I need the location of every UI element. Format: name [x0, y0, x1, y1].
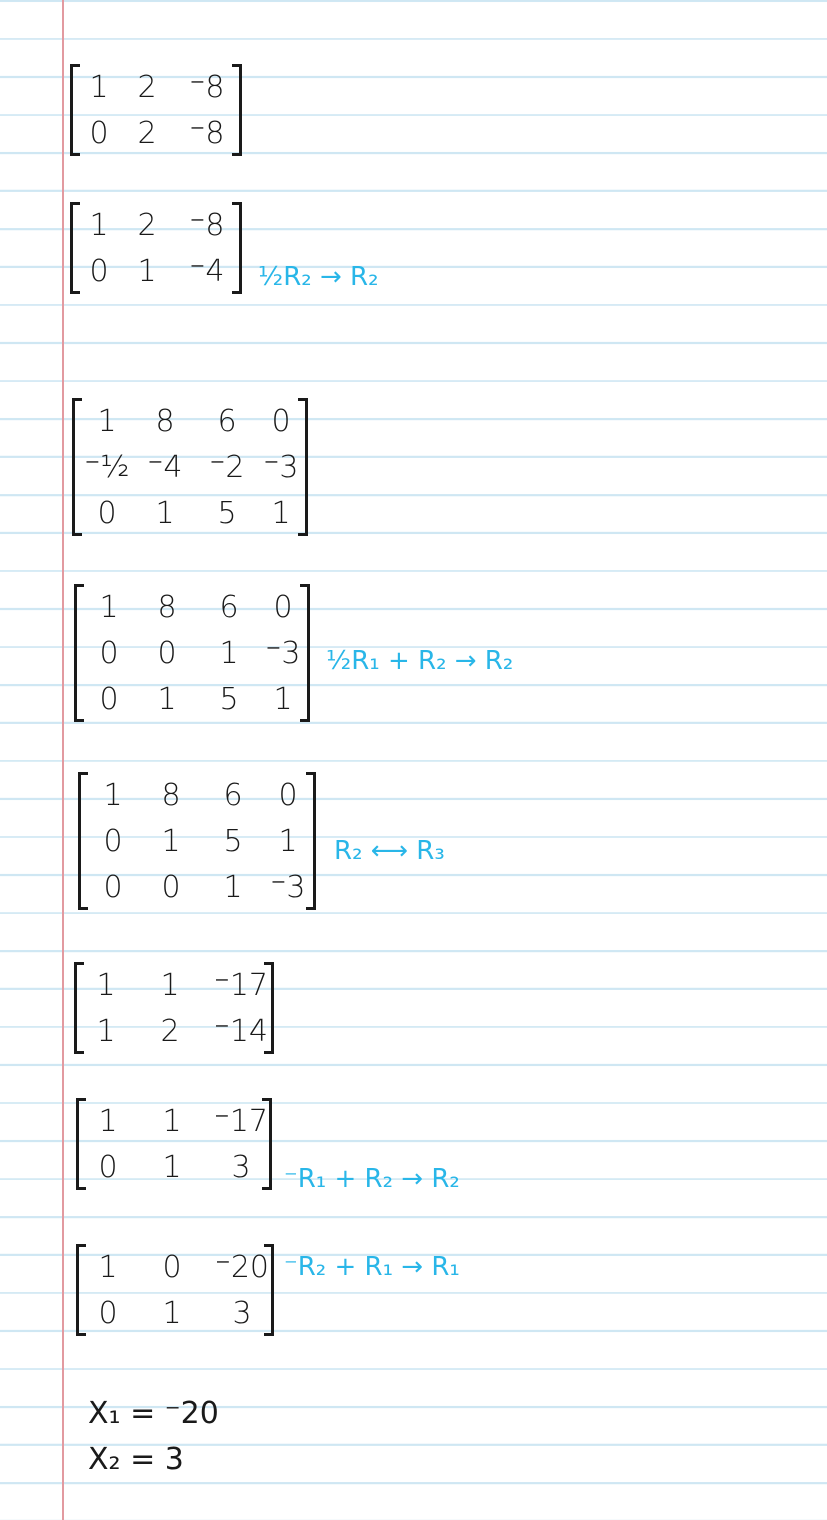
- row-operation: ½R₂ → R₂: [258, 262, 379, 292]
- matrix-cell: ⁻4: [189, 253, 225, 289]
- matrix-cell: 8: [157, 589, 177, 625]
- matrix-cell: 0: [89, 115, 109, 151]
- matrix: [70, 202, 242, 294]
- matrix-cell: ⁻8: [189, 69, 225, 105]
- matrix-cell: 1: [278, 823, 298, 859]
- matrix-cell: ⁻17: [213, 1103, 268, 1139]
- matrix-cell: 1: [223, 869, 243, 905]
- matrix-cell: 0: [273, 589, 293, 625]
- matrix-cell: 0: [98, 1149, 118, 1185]
- matrix-cell: 1: [160, 967, 180, 1003]
- matrix-cell: 0: [103, 869, 123, 905]
- matrix-cell: 1: [89, 69, 109, 105]
- matrix-cell: ⁻3: [265, 635, 301, 671]
- matrix-cell: 1: [157, 681, 177, 717]
- matrix-cell: 1: [219, 635, 239, 671]
- matrix-cell: 1: [137, 253, 157, 289]
- matrix-cell: 1: [155, 495, 175, 531]
- matrix-cell: 1: [98, 1249, 118, 1285]
- row-operation: R₂ ⟷ R₃: [334, 836, 445, 866]
- matrix-cell: 0: [97, 495, 117, 531]
- matrix-cell: 1: [96, 1013, 116, 1049]
- matrix-cell: 1: [96, 967, 116, 1003]
- matrix: [74, 962, 274, 1054]
- matrix-cell: ⁻3: [270, 869, 306, 905]
- matrix-cell: 3: [231, 1149, 251, 1185]
- matrix-cell: 1: [98, 1103, 118, 1139]
- matrix-cell: ⁻14: [213, 1013, 268, 1049]
- matrix: [74, 584, 310, 722]
- matrix-cell: ⁻8: [189, 115, 225, 151]
- matrix-cell: ⁻4: [147, 449, 183, 485]
- matrix-cell: 0: [161, 869, 181, 905]
- matrix-cell: 2: [160, 1013, 180, 1049]
- matrix-cell: 1: [99, 589, 119, 625]
- matrix-cell: 0: [271, 403, 291, 439]
- matrix-cell: 5: [219, 681, 239, 717]
- matrix-cell: 0: [99, 635, 119, 671]
- matrix-cell: 1: [162, 1149, 182, 1185]
- matrix: [76, 1098, 272, 1190]
- matrix-cell: 0: [103, 823, 123, 859]
- matrix: [76, 1244, 274, 1336]
- margin-line: [62, 0, 64, 1520]
- matrix: [70, 64, 242, 156]
- row-operation: ⁻R₁ + R₂ → R₂: [284, 1164, 460, 1194]
- matrix-cell: 6: [219, 589, 239, 625]
- matrix-cell: 8: [155, 403, 175, 439]
- matrix-cell: 0: [89, 253, 109, 289]
- matrix-cell: 1: [271, 495, 291, 531]
- matrix-cell: 1: [103, 777, 123, 813]
- matrix-cell: ⁻½: [84, 449, 130, 485]
- matrix-cell: 6: [223, 777, 243, 813]
- row-operation: ⁻R₂ + R₁ → R₁: [284, 1252, 460, 1282]
- matrix-cell: 2: [137, 115, 157, 151]
- matrix-cell: 2: [137, 207, 157, 243]
- matrix-cell: 6: [217, 403, 237, 439]
- matrix-cell: 1: [161, 823, 181, 859]
- matrix-cell: 3: [232, 1295, 252, 1331]
- matrix-cell: 5: [217, 495, 237, 531]
- matrix-cell: 8: [161, 777, 181, 813]
- matrix-cell: 0: [162, 1249, 182, 1285]
- matrix-cell: 0: [157, 635, 177, 671]
- matrix-cell: 2: [137, 69, 157, 105]
- matrix-cell: ⁻17: [213, 967, 268, 1003]
- matrix: [72, 398, 308, 536]
- solution-x2: X₂ = 3: [88, 1442, 184, 1477]
- row-operation: ½R₁ + R₂ → R₂: [326, 646, 514, 676]
- matrix-cell: 0: [99, 681, 119, 717]
- solution-x1: X₁ = ⁻20: [88, 1396, 219, 1431]
- matrix-cell: 0: [98, 1295, 118, 1331]
- matrix-cell: 5: [223, 823, 243, 859]
- matrix: [78, 772, 316, 910]
- matrix-cell: ⁻2: [209, 449, 245, 485]
- matrix-cell: ⁻3: [263, 449, 299, 485]
- matrix-cell: 1: [97, 403, 117, 439]
- matrix-cell: 1: [162, 1103, 182, 1139]
- matrix-cell: 1: [273, 681, 293, 717]
- matrix-cell: ⁻20: [214, 1249, 269, 1285]
- matrix-cell: ⁻8: [189, 207, 225, 243]
- matrix-cell: 0: [278, 777, 298, 813]
- matrix-cell: 1: [162, 1295, 182, 1331]
- matrix-cell: 1: [89, 207, 109, 243]
